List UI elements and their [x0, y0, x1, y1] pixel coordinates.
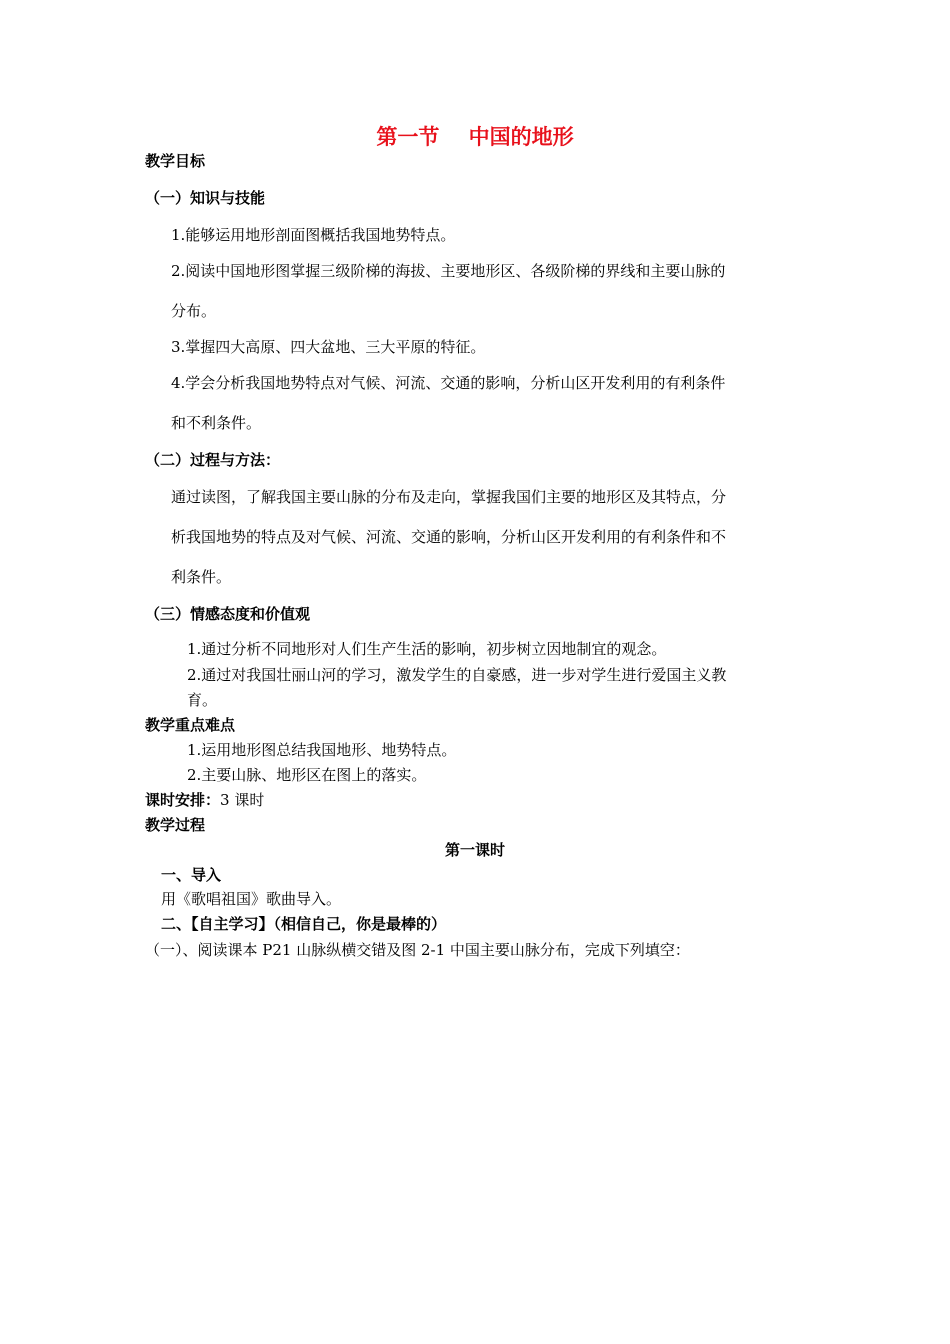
- section3-item2-line2: 育。: [187, 691, 218, 709]
- process-heading: 教学过程: [145, 816, 206, 834]
- section1-item3: 3.掌握四大高原、四大盆地、三大平原的特征。: [171, 338, 486, 356]
- section1-item1: 1.能够运用地形剖面图概括我国地势特点。: [171, 226, 456, 244]
- section2-heading: （二）过程与方法：: [145, 451, 281, 469]
- key-points-heading: 教学重点难点: [145, 716, 236, 734]
- section3-heading: （三）情感态度和价值观: [145, 605, 311, 623]
- section2-line3: 利条件。: [171, 568, 232, 586]
- section1-heading: （一）知识与技能: [145, 189, 266, 207]
- section3-item2-line1: 2.通过对我国壮丽山河的学习，激发学生的自豪感，进一步对学生进行爱国主义教: [187, 666, 727, 684]
- section1-item2-line2: 分布。: [171, 302, 217, 320]
- key-points-item1: 1.运用地形图总结我国地形、地势特点。: [187, 741, 457, 759]
- lesson-title: 第一课时: [444, 841, 505, 859]
- schedule-label: 课时安排：: [145, 791, 221, 809]
- page-title: 第一节 中国的地形: [376, 125, 574, 149]
- self-study-task: （一）、阅读课本 P21 山脉纵横交错及图 2-1 中国主要山脉分布，完成下列填空：: [145, 941, 690, 959]
- self-study-heading: 二、【自主学习】（相信自己，你是最棒的）: [161, 915, 447, 933]
- objectives-heading: 教学目标: [145, 152, 206, 170]
- schedule-value: 3 课时: [220, 791, 265, 809]
- schedule-line: [145, 791, 264, 809]
- section3-item1: 1.通过分析不同地形对人们生产生活的影响，初步树立因地制宜的观念。: [187, 640, 667, 658]
- section1-item2-line1: 2.阅读中国地形图掌握三级阶梯的海拔、主要地形区、各级阶梯的界线和主要山脉的: [171, 262, 726, 280]
- key-points-item2: 2.主要山脉、地形区在图上的落实。: [187, 766, 427, 784]
- intro-heading: 一、导入: [161, 866, 222, 884]
- section1-item4-line2: 和不利条件。: [171, 414, 262, 432]
- section1-item4-line1: 4.学会分析我国地势特点对气候、河流、交通的影响，分析山区开发利用的有利条件: [171, 374, 726, 392]
- section2-line2: 析我国地势的特点及对气候、河流、交通的影响，分析山区开发利用的有利条件和不: [171, 528, 727, 546]
- section2-line1: 通过读图，了解我国主要山脉的分布及走向，掌握我国们主要的地形区及其特点，分: [171, 488, 727, 506]
- intro-text: 用《歌唱祖国》歌曲导入。: [161, 890, 342, 908]
